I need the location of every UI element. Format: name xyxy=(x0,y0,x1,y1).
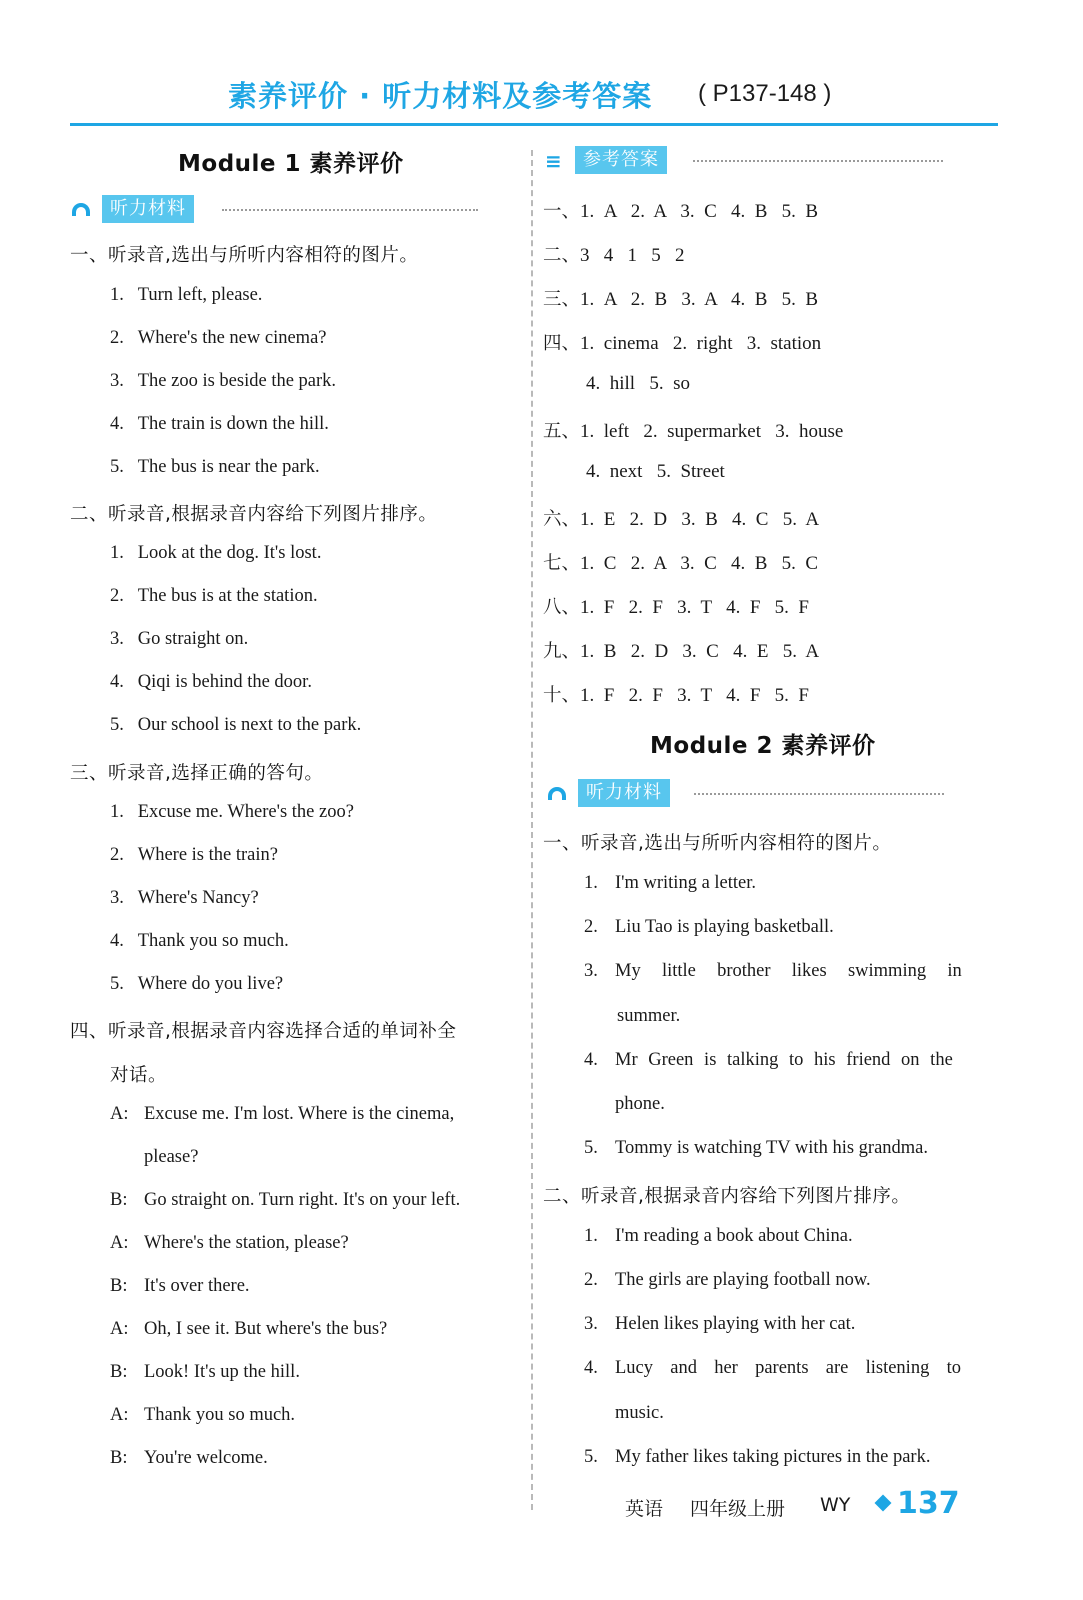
list-item: 2. Liu Tao is playing basketball. xyxy=(584,917,834,937)
answer-row: 九、1. B 2. D 3. C 4. E 5. A xyxy=(543,641,820,662)
list-item: summer. xyxy=(617,1006,681,1026)
tag-label: 听力材料 xyxy=(102,195,194,223)
dotted-rule xyxy=(694,793,944,795)
page-number-text: 137 xyxy=(897,1486,960,1521)
list-item: 3. Go straight on. xyxy=(110,629,249,649)
page-title: 素养评价 · 听力材料及参考答案 xyxy=(228,79,653,113)
list-item: 5. My father likes taking pictures in the park. xyxy=(584,1447,931,1467)
list-item: 1. Excuse me. Where's the zoo? xyxy=(110,802,354,822)
dialogue-line: B: It's over there. xyxy=(110,1276,250,1296)
answer-row: 4. next 5. Street xyxy=(586,461,725,482)
answer-row: 4. hill 5. so xyxy=(586,373,690,394)
module2-listening-tag xyxy=(548,779,948,809)
answer-row: 六、1. E 2. D 3. B 4. C 5. A xyxy=(543,509,820,530)
headphones-icon xyxy=(72,203,90,216)
module1-q4-heading: 四、听录音,根据录音内容选择合适的单词补全 xyxy=(70,1021,457,1042)
module1-q2-heading: 二、听录音,根据录音内容给下列图片排序。 xyxy=(70,504,438,525)
header-rule xyxy=(70,123,998,126)
list-item: 5. Where do you live? xyxy=(110,974,284,994)
tag-label: 听力材料 xyxy=(578,779,670,807)
list-item: 4. Mr Green is talking to his friend on the xyxy=(584,1050,953,1070)
list-item: 2. Where is the train? xyxy=(110,845,278,865)
page-header xyxy=(70,70,998,126)
list-item: 3. The zoo is beside the park. xyxy=(110,371,337,391)
dialogue-line: B: Go straight on. Turn right. It's on your left. xyxy=(110,1190,461,1210)
footer-edition: WY xyxy=(820,1494,851,1516)
answer-row: 五、1. left 2. supermarket 3. house xyxy=(543,421,844,442)
list-item: 3. My little brother likes swimming in xyxy=(584,961,962,981)
list-item: 2. The girls are playing football now. xyxy=(584,1270,871,1290)
module1-listening-tag xyxy=(72,195,480,225)
dialogue-line: A: Excuse me. I'm lost. Where is the cinema, xyxy=(110,1104,455,1124)
dialogue-line: please? xyxy=(144,1147,199,1167)
list-item: 5. The bus is near the park. xyxy=(110,457,320,477)
answer-row: 十、1. F 2. F 3. T 4. F 5. F xyxy=(543,685,809,706)
list-item: 1. I'm writing a letter. xyxy=(584,873,757,893)
diamond-icon xyxy=(875,1495,892,1512)
dotted-rule xyxy=(693,160,943,162)
list-item: 1. Turn left, please. xyxy=(110,285,263,305)
list-item: 2. The bus is at the station. xyxy=(110,586,318,606)
module1-title: Module 1 素养评价 xyxy=(178,151,404,177)
list-item: 3. Where's Nancy? xyxy=(110,888,259,908)
answer-row: 二、3 4 1 5 2 xyxy=(543,245,685,266)
dotted-rule xyxy=(222,209,478,211)
list-item: 4. Qiqi is behind the door. xyxy=(110,672,312,692)
list-item: 4. Lucy and her parents are listening to xyxy=(584,1358,961,1378)
headphones-icon xyxy=(548,787,566,800)
module2-q2-heading: 二、听录音,根据录音内容给下列图片排序。 xyxy=(543,1186,911,1207)
tag-label: 参考答案 xyxy=(575,146,667,174)
list-item: 4. Thank you so much. xyxy=(110,931,289,951)
module1-q1-heading: 一、听录音,选出与所听内容相符的图片。 xyxy=(70,245,419,266)
footer-subject: 英语 xyxy=(625,1498,664,1520)
list-item: 4. The train is down the hill. xyxy=(110,414,329,434)
list-icon: ≡ xyxy=(545,149,562,173)
answers-tag xyxy=(545,146,945,176)
list-item: phone. xyxy=(615,1094,665,1114)
list-item: 2. Where's the new cinema? xyxy=(110,328,327,348)
list-item: 1. I'm reading a book about China. xyxy=(584,1226,853,1246)
answer-row: 八、1. F 2. F 3. T 4. F 5. F xyxy=(543,597,809,618)
module2-q1-heading: 一、听录音,选出与所听内容相符的图片。 xyxy=(543,833,892,854)
dialogue-line: B: Look! It's up the hill. xyxy=(110,1362,300,1382)
module1-q4-heading-cont: 对话。 xyxy=(110,1065,168,1086)
answer-row: 七、1. C 2. A 3. C 4. B 5. C xyxy=(543,553,819,574)
list-item: 5. Our school is next to the park. xyxy=(110,715,362,735)
module2-title: Module 2 素养评价 xyxy=(650,733,876,759)
dialogue-line: A: Where's the station, please? xyxy=(110,1233,349,1253)
dialogue-line: A: Oh, I see it. But where's the bus? xyxy=(110,1319,388,1339)
dialogue-line: B: You're welcome. xyxy=(110,1448,268,1468)
list-item: 3. Helen likes playing with her cat. xyxy=(584,1314,856,1334)
answer-row: 一、1. A 2. A 3. C 4. B 5. B xyxy=(543,201,819,222)
list-item: 1. Look at the dog. It's lost. xyxy=(110,543,322,563)
list-item: music. xyxy=(615,1403,664,1423)
footer-grade: 四年级上册 xyxy=(690,1498,786,1520)
answer-row: 四、1. cinema 2. right 3. station xyxy=(543,333,822,354)
list-item: 5. Tommy is watching TV with his grandma. xyxy=(584,1138,929,1158)
module1-q3-heading: 三、听录音,选择正确的答句。 xyxy=(70,763,324,784)
dialogue-line: A: Thank you so much. xyxy=(110,1405,296,1425)
page-range: ( P137-148 ) xyxy=(698,80,832,107)
column-divider xyxy=(531,150,533,1510)
answer-row: 三、1. A 2. B 3. A 4. B 5. B xyxy=(543,289,819,310)
